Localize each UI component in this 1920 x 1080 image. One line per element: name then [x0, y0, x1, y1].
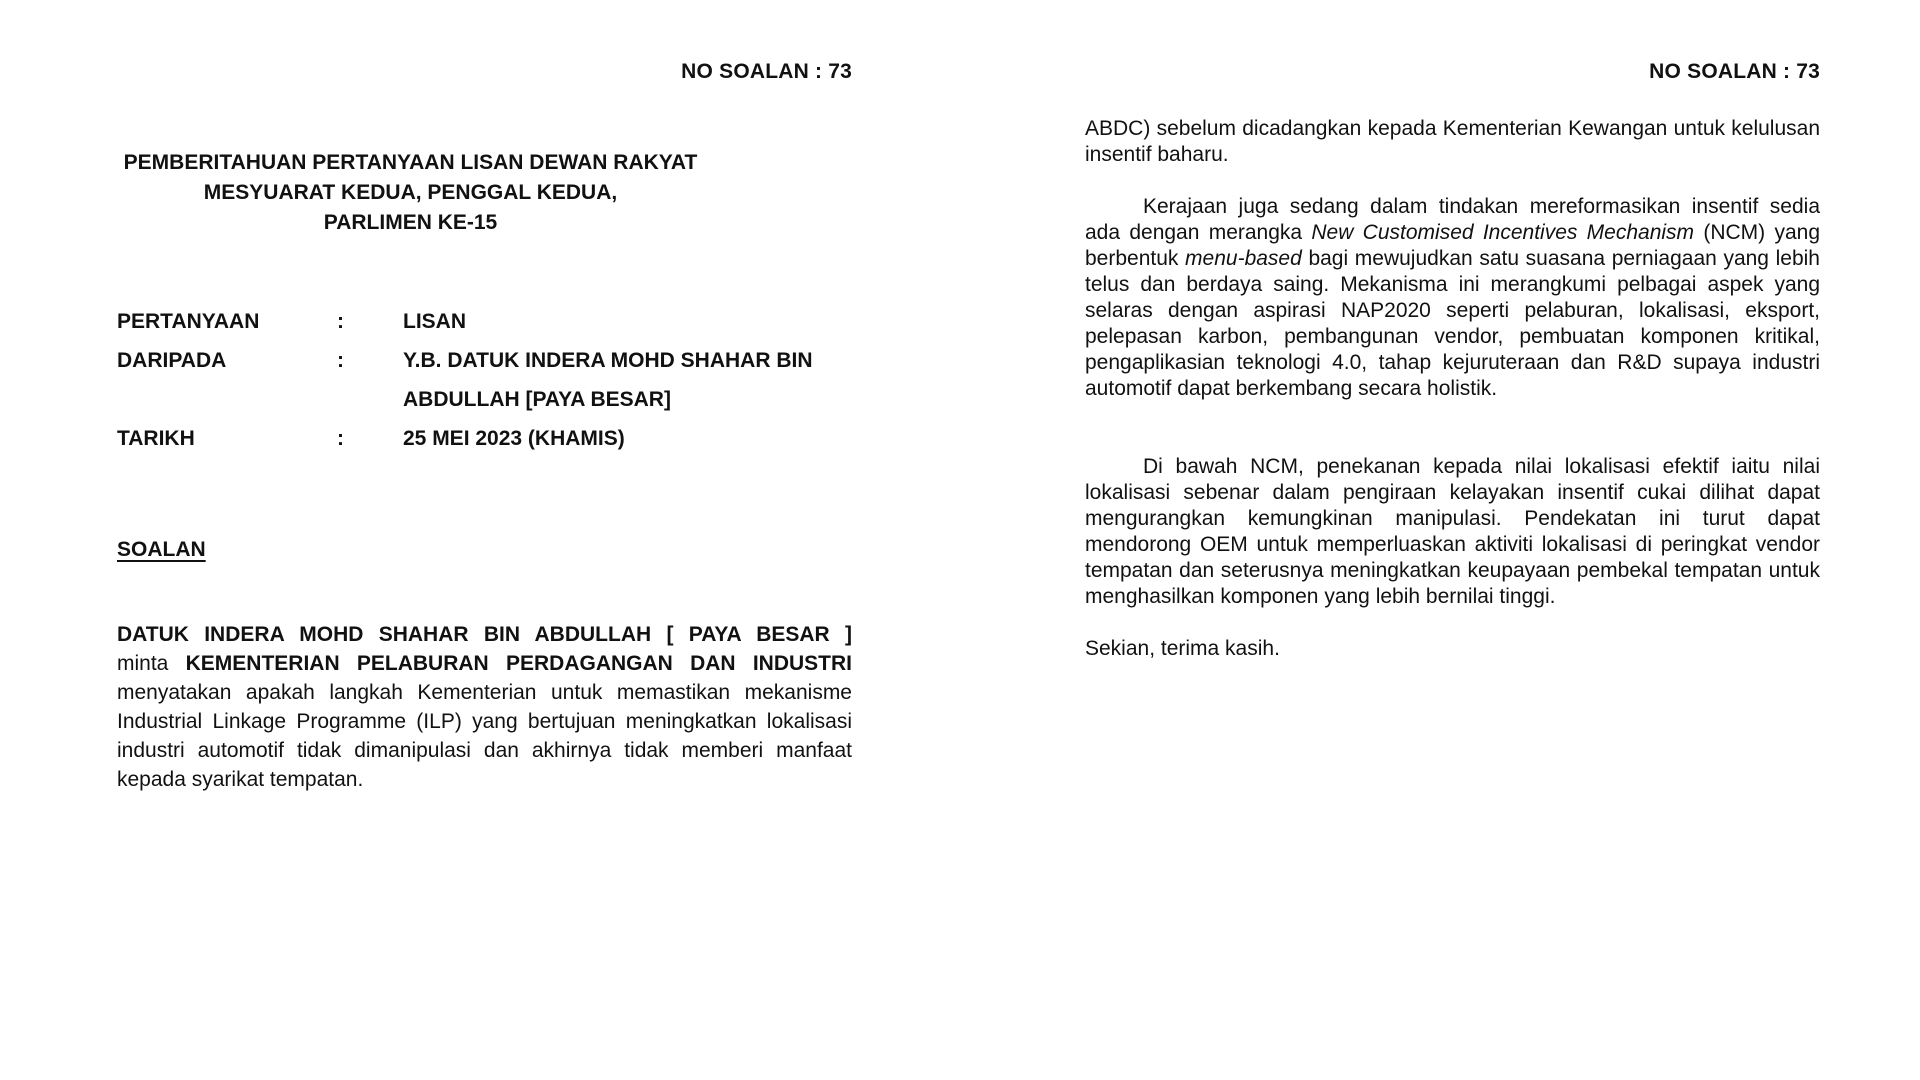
question-body: menyatakan apakah langkah Kementerian untuk memastikan mekanisme Industrial Linkage Programme (ILP) yang bertujuan meningkatkan lokalisasi industri automotif tidak dimanipulasi dan akhirnya tidak memberi manfaat kepada syarikat tempatan. — [117, 681, 852, 791]
meta-value-pertanyaan: LISAN — [403, 310, 466, 333]
meta-value-daripada-2: ABDULLAH [PAYA BESAR] — [403, 388, 671, 411]
right-page — [1085, 0, 1820, 1080]
meta-row-pertanyaan — [117, 302, 852, 341]
question-text — [117, 620, 852, 794]
para2-text-a: Kerajaan juga sedang dalam tindakan mereformasikan insentif sedia ada dengan merangka — [1085, 195, 1820, 244]
meta-value-tarikh: 25 MEI 2023 (KHAMIS) — [403, 427, 625, 450]
meta-colon: : — [337, 427, 344, 450]
meta-colon: : — [337, 349, 344, 372]
meta-label-tarikh: TARIKH — [117, 427, 195, 450]
meta-label-pertanyaan: PERTANYAAN — [117, 310, 260, 333]
section-title-soalan: SOALAN — [117, 538, 206, 561]
heading-line-2: MESYUARAT KEDUA, PENGGAL KEDUA, — [203, 181, 618, 204]
meta-label-daripada: DARIPADA — [117, 349, 227, 372]
question-asker: DATUK INDERA MOHD SHAHAR BIN ABDULLAH [ PAYA BESAR ] — [117, 623, 852, 646]
meta-row-tarikh — [117, 419, 852, 458]
answer-closing: Sekian, terima kasih. — [1085, 637, 1280, 660]
para2-menu-based: menu-based — [1185, 247, 1302, 270]
question-minta: minta — [117, 652, 186, 675]
heading-line-3: PARLIMEN KE-15 — [323, 211, 498, 234]
left-page — [117, 0, 852, 1080]
question-metadata — [117, 302, 852, 458]
meta-row-daripada — [117, 341, 852, 380]
answer-text — [1085, 116, 1820, 662]
question-ministry: KEMENTERIAN PELABURAN PERDAGANGAN DAN INDUSTRI — [185, 652, 853, 675]
answer-paragraph-3: Di bawah NCM, penekanan kepada nilai lokalisasi efektif iaitu nilai lokalisasi sebenar dalam pengiraan kelayakan insentif cukai dilihat dapat mengurangkan kemungkinan manipulasi. Pendekatan ini turut dapat mendorong OEM untuk memperluaskan aktiviti lokalisasi di peringkat vendor tempatan dan seterusnya meningkatkan keupayaan pembekal tempatan untuk menghasilkan komponen yang lebih bernilai tinggi. — [1085, 455, 1820, 608]
document-heading — [117, 148, 852, 238]
para2-ncm: New Customised Incentives Mechanism — [1311, 221, 1695, 244]
meta-colon: : — [337, 310, 344, 333]
meta-value-daripada-1: Y.B. DATUK INDERA MOHD SHAHAR BIN — [403, 349, 813, 372]
heading-line-1: PEMBERITAHUAN PERTANYAAN LISAN DEWAN RAKYAT — [123, 151, 698, 174]
question-number: NO SOALAN : 73 — [681, 60, 852, 83]
answer-paragraph-1: ABDC) sebelum dicadangkan kepada Kementerian Kewangan untuk kelulusan insentif baharu. — [1085, 117, 1820, 166]
para2-text-c: bagi mewujudkan satu suasana perniagaan yang lebih telus dan berdaya saing. Mekanisma ini merangkumi pelbagai aspek yang selaras dengan aspirasi NAP2020 seperti pelaburan, lokalisasi, eksport, pelepasan karbon, pembangunan vendor, pembuatan komponen kritikal, pengaplikasian teknologi 4.0, tahap kejuruteraan dan R&D supaya industri automotif dapat berkembang secara holistik. — [1085, 247, 1820, 400]
answer-paragraph-2 — [1085, 194, 1820, 402]
question-number: NO SOALAN : 73 — [1649, 60, 1820, 83]
meta-row-daripada-cont — [117, 380, 852, 419]
para2-text-b: (NCM) yang berbentuk — [1085, 221, 1820, 270]
